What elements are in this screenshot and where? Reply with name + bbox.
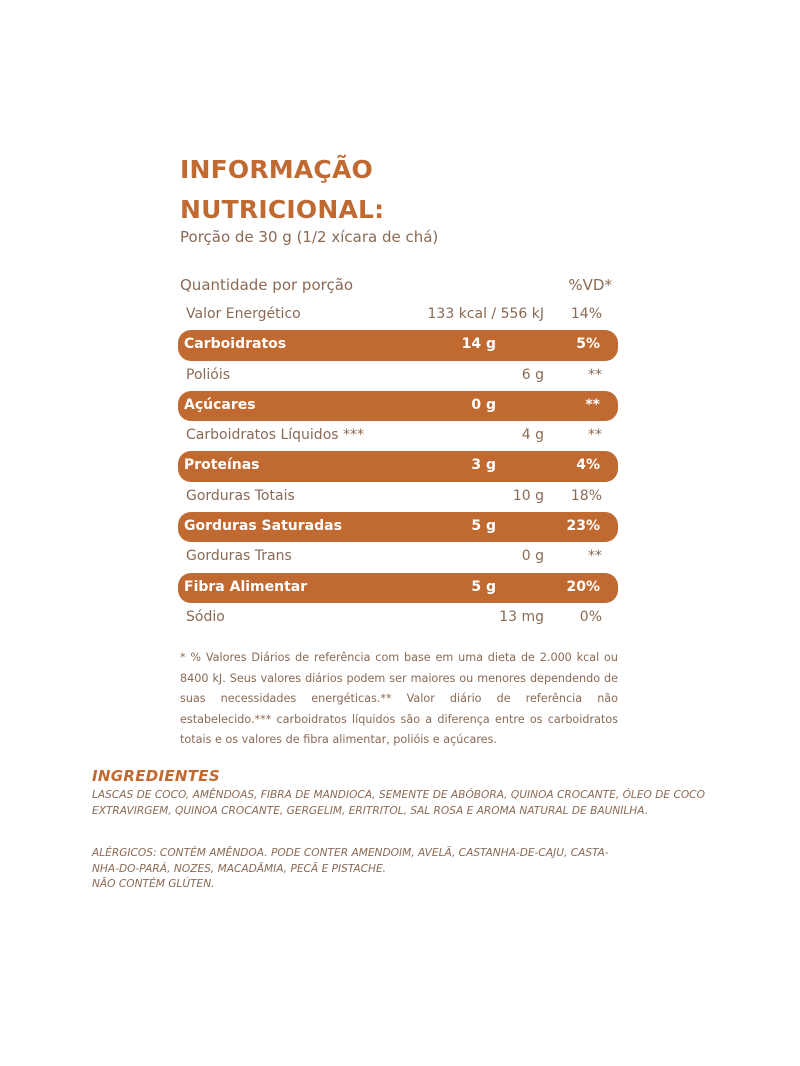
nutrient-vd: 18% (570, 487, 602, 504)
nutrient-amount: 133 kcal / 556 kJ (427, 306, 544, 322)
nutrition-table (178, 300, 618, 633)
portion-size: Porção de 30 g (1/2 xícara de chá) (180, 228, 439, 246)
vd-header: %VD* (568, 276, 612, 294)
nutrient-name: Fibra Alimentar (184, 578, 308, 595)
nutrient-vd: 20% (566, 578, 600, 595)
nutrient-vd: 23% (566, 518, 600, 535)
nutrient-name: Proteínas (184, 457, 260, 474)
nutrient-name: Sódio (186, 608, 225, 625)
table-row (178, 421, 618, 451)
table-row (178, 391, 618, 421)
nutrient-name: Gorduras Totais (186, 487, 295, 504)
nutrient-name: Carboidratos (184, 336, 287, 353)
ingredients-list: LASCAS DE COCO, AMÊNDOAS, FIBRA DE MANDIOCA, SEMENTE DE ABÓBORA, QUINOA CROCANTE, ÓLEO DE COCO EXTRAVIRGEM, QUINOA CROCANTE, GERGELIM, ERITRITOL, SAL ROSA E AROMA NATURAL DE BAUNILHA. (92, 789, 705, 817)
nutrient-name: Polióis (186, 366, 231, 383)
nutrient-vd: ** (588, 427, 602, 444)
table-header (180, 274, 616, 298)
table-row (178, 573, 618, 603)
nutrient-amount: 13 mg (499, 608, 544, 625)
table-row (178, 330, 618, 360)
table-row (178, 482, 618, 512)
nutrient-name: Gorduras Saturadas (184, 518, 342, 535)
nutrient-amount: 10 g (512, 487, 544, 504)
ingredients-title: INGREDIENTES (92, 767, 220, 785)
nutrient-vd: 14% (570, 306, 602, 322)
table-row (178, 451, 618, 481)
nutrient-vd: 5% (576, 336, 600, 353)
table-row (178, 603, 618, 633)
nutrient-vd: 0% (579, 608, 602, 625)
nutrient-name: Gorduras Trans (186, 548, 292, 565)
nutrient-amount: 0 g (521, 548, 544, 565)
gluten-statement: NÃO CONTÉM GLÚTEN. (92, 878, 215, 890)
nutrient-amount: 6 g (521, 366, 544, 383)
table-row (178, 542, 618, 572)
nutrition-title (180, 150, 600, 230)
nutrient-amount: 4 g (521, 427, 544, 444)
quantity-header: Quantidade por porção (180, 276, 354, 294)
allergen-line-2: NHA-DO-PARÁ, NOZES, MACADÂMIA, PECÃ E PISTACHE. (92, 862, 387, 875)
allergen-info (92, 846, 722, 893)
nutrient-amount: 5 g (471, 578, 496, 595)
title-line-1: INFORMAÇÃO (180, 155, 373, 184)
title-line-2: NUTRICIONAL: (180, 195, 385, 224)
nutrient-name: Carboidratos Líquidos *** (186, 427, 365, 444)
nutrient-amount: 5 g (471, 518, 496, 535)
nutrient-amount: 14 g (461, 336, 496, 353)
table-row (178, 361, 618, 391)
nutrient-amount: 3 g (471, 457, 496, 474)
nutrient-amount: 0 g (471, 396, 496, 413)
footnote: * % Valores Diários de referência com base em uma dieta de 2.000 kcal ou 8400 kJ. Seus valores diários podem ser maiores ou menores dependendo de suas necessidades energéticas.** Valor diário de referência não estabelecido.*** carboidratos líquidos são a diferença entre os carboidratos totais e os valores de fibra alimentar, polióis e açúcares. (180, 651, 618, 746)
nutrient-vd: ** (588, 548, 602, 565)
nutrient-name: Açúcares (184, 396, 256, 413)
nutrient-vd: ** (585, 396, 600, 413)
table-row (178, 512, 618, 542)
nutrient-name: Valor Energético (186, 306, 301, 322)
allergen-line-1: ALÉRGICOS: CONTÉM AMÊNDOA. PODE CONTER AMENDOIM, AVELÃ, CASTANHA-DE-CAJU, CASTA- (92, 847, 609, 859)
table-row (178, 300, 618, 330)
nutrient-vd: 4% (576, 457, 600, 474)
nutrient-vd: ** (588, 366, 602, 383)
